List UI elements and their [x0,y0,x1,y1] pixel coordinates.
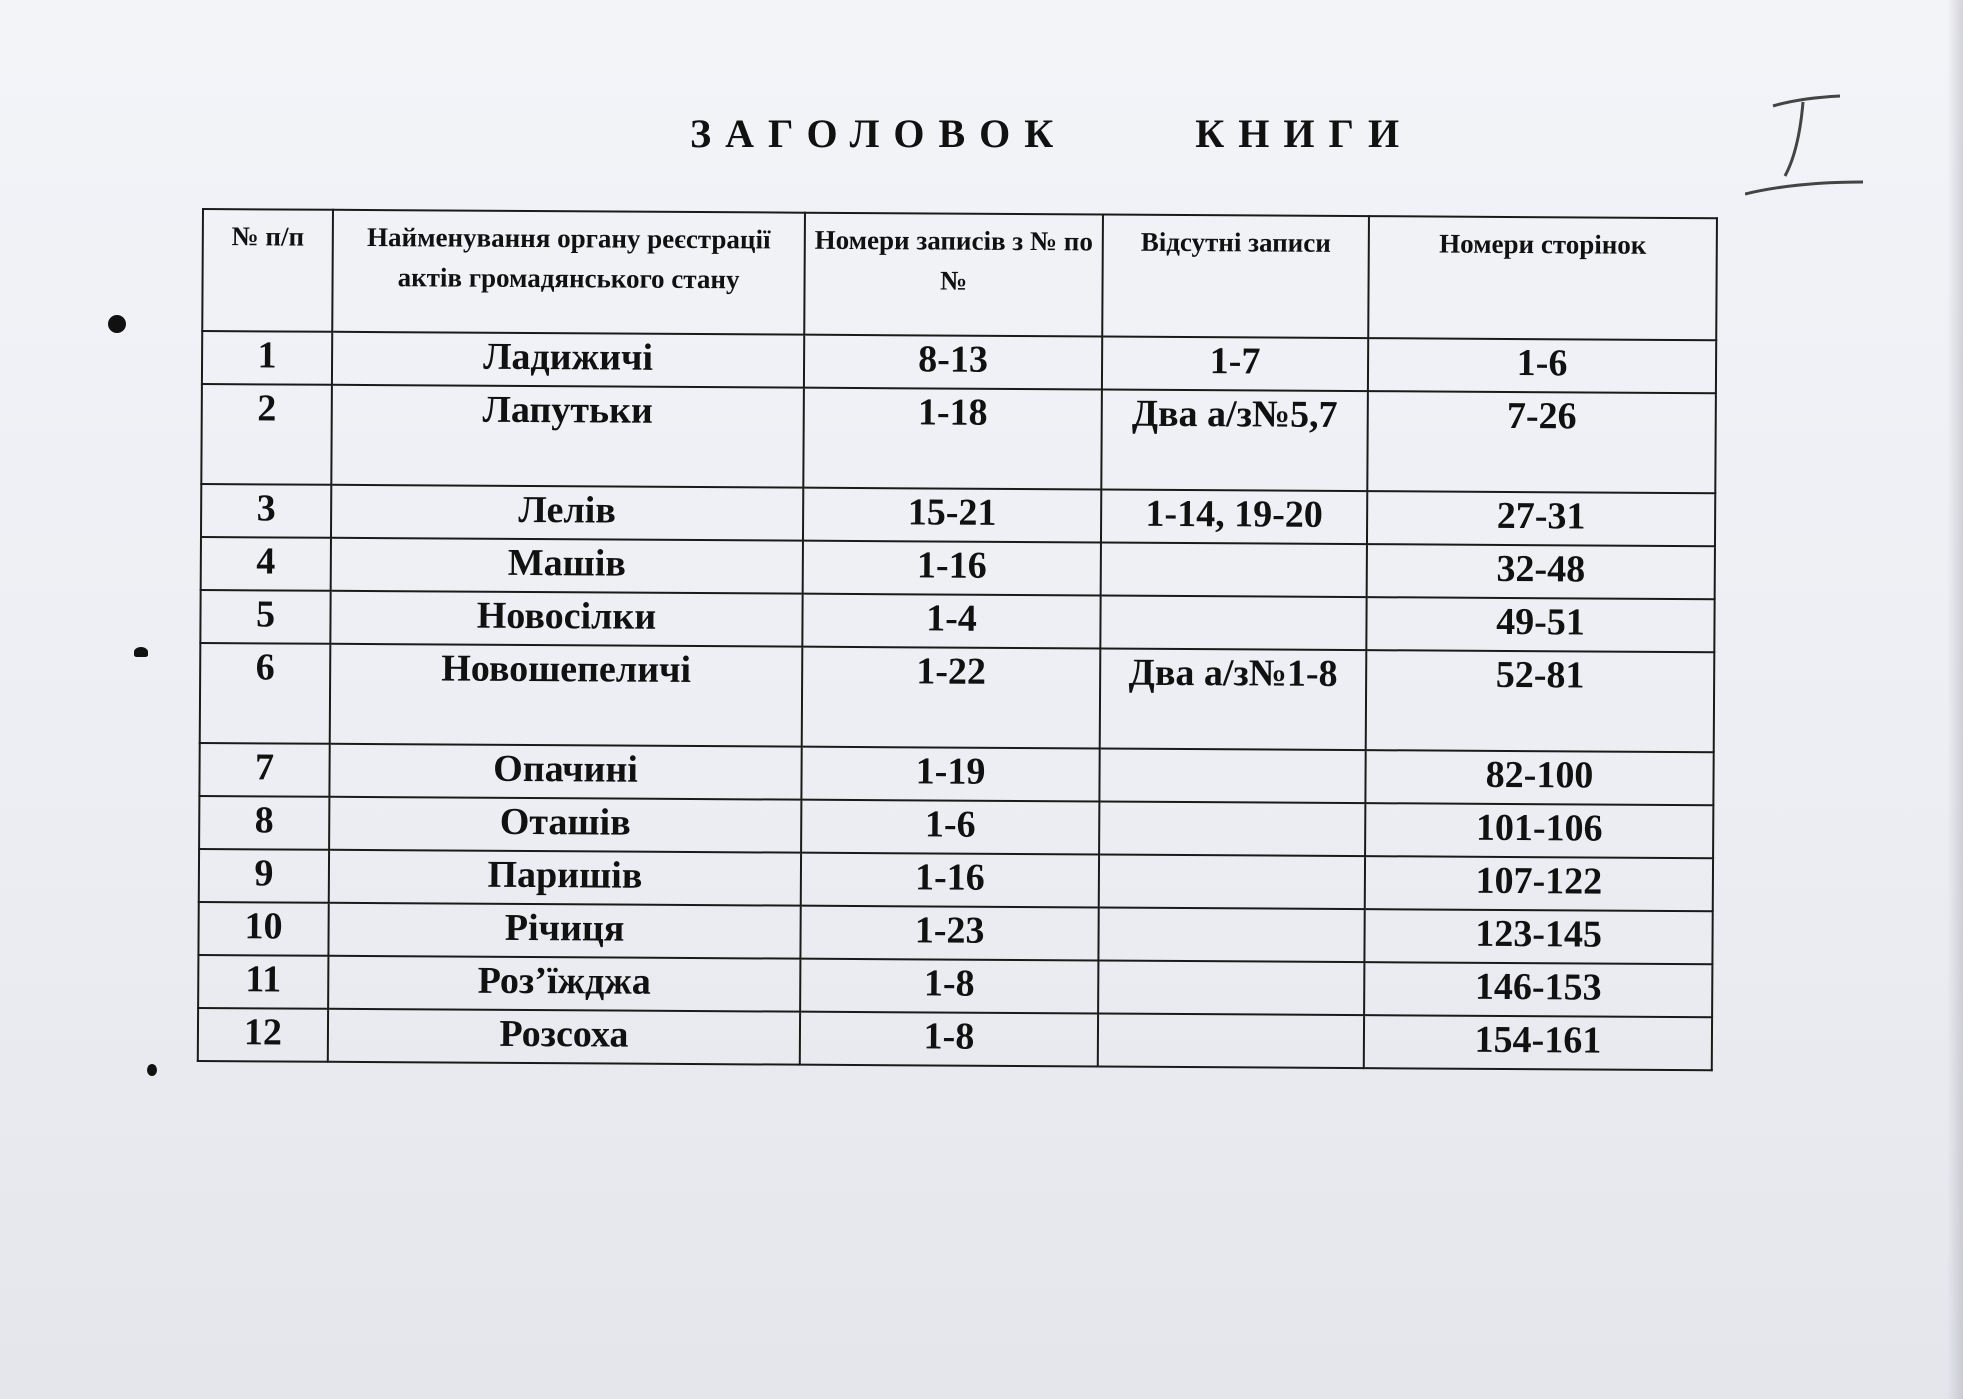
table-row [198,1008,1712,1070]
table-row [201,484,1715,546]
cell-registry-office: Ладижичі [332,332,804,388]
cell-record-numbers: 15-21 [803,488,1101,543]
cell-missing-records: 1-14, 19-20 [1101,489,1367,544]
table-row [199,849,1713,911]
cell-page-numbers: 146-153 [1364,962,1712,1017]
cell-record-numbers: 1-8 [800,1012,1098,1067]
cell-record-numbers: 1-8 [800,959,1098,1014]
cell-missing-records: Два а/з№1-8 [1100,648,1367,750]
cell-page-numbers: 82-100 [1365,750,1713,805]
cell-page-numbers: 101-106 [1365,803,1713,858]
cell-registry-office: Лелів [331,485,803,541]
cell-number: 9 [199,849,329,903]
page-edge-shadow [1947,0,1963,1399]
table-row [200,643,1715,752]
cell-number: 12 [198,1008,328,1062]
cell-page-numbers: 1-6 [1368,338,1716,393]
table-row [201,384,1716,493]
cell-missing-records [1099,854,1365,909]
cell-record-numbers: 1-6 [801,800,1099,855]
cell-number: 7 [199,743,329,797]
table-row [199,743,1713,805]
table-row [198,902,1712,964]
cell-registry-office: Новошепеличі [330,644,803,747]
cell-registry-office: Розсоха [328,1009,800,1065]
punch-hole-mark [134,647,148,657]
cell-missing-records [1099,801,1365,856]
cell-number: 8 [199,796,329,850]
cell-registry-office: Роз’їжджа [328,956,800,1012]
punch-hole-mark [147,1064,157,1076]
cell-registry-office: Оташів [329,797,801,853]
table-row [198,955,1712,1017]
cell-missing-records: 1-7 [1102,337,1368,392]
cell-number: 10 [198,902,328,956]
cell-registry-office: Новосілки [330,591,802,647]
cell-missing-records [1100,595,1366,650]
cell-page-numbers: 52-81 [1366,650,1715,752]
table-row [201,537,1715,599]
cell-registry-office: Машів [331,538,803,594]
cell-number: 11 [198,955,328,1009]
table-row [202,331,1716,393]
cell-registry-office: Річиця [328,903,800,959]
cell-record-numbers: 1-18 [803,388,1102,490]
table-header-row [202,209,1717,340]
cell-page-numbers: 154-161 [1364,1015,1712,1070]
book-title: ЗАГОЛОВОК КНИГИ [690,111,1414,156]
cell-page-numbers: 107-122 [1365,856,1713,911]
cell-missing-records: Два а/з№5,7 [1101,390,1368,492]
cell-missing-records [1099,748,1365,803]
cell-record-numbers: 1-22 [802,647,1101,749]
cell-number: 3 [201,484,331,538]
cell-record-numbers: 8-13 [804,335,1102,390]
cell-record-numbers: 1-16 [803,541,1101,596]
cell-missing-records [1098,907,1364,962]
cell-registry-office: Опачині [329,744,801,800]
table-row [200,590,1714,652]
cell-record-numbers: 1-4 [802,594,1100,649]
cell-record-numbers: 1-19 [801,747,1099,802]
header-page-numbers: Номери сторінок [1368,216,1717,340]
cell-number: 1 [202,331,332,385]
cell-page-numbers: 123-145 [1364,909,1712,964]
punch-hole-mark [108,315,126,333]
cell-number: 2 [201,384,332,485]
cell-number: 5 [200,590,330,644]
cell-number: 4 [201,537,331,591]
handwritten-sheet-number [1745,90,1865,210]
header-number: № п/п [202,209,333,332]
cell-page-numbers: 27-31 [1367,491,1715,546]
table-row [199,796,1713,858]
header-record-numbers: Номери записів з № по № [804,213,1103,337]
cell-registry-office: Лапутьки [331,385,804,488]
cell-missing-records [1101,542,1367,597]
cell-page-numbers: 7-26 [1367,391,1716,493]
header-missing-records: Відсутні записи [1102,215,1369,339]
cell-registry-office: Паришів [329,850,801,906]
cell-missing-records [1098,960,1364,1015]
register-table [197,208,1718,1071]
cell-page-numbers: 49-51 [1366,597,1714,652]
header-registry-office: Найменування органу реєстрації актів громадянського стану [332,210,805,335]
cell-record-numbers: 1-16 [801,853,1099,908]
cell-number: 6 [200,643,331,744]
cell-record-numbers: 1-23 [800,906,1098,961]
cell-missing-records [1098,1013,1364,1068]
cell-page-numbers: 32-48 [1367,544,1715,599]
